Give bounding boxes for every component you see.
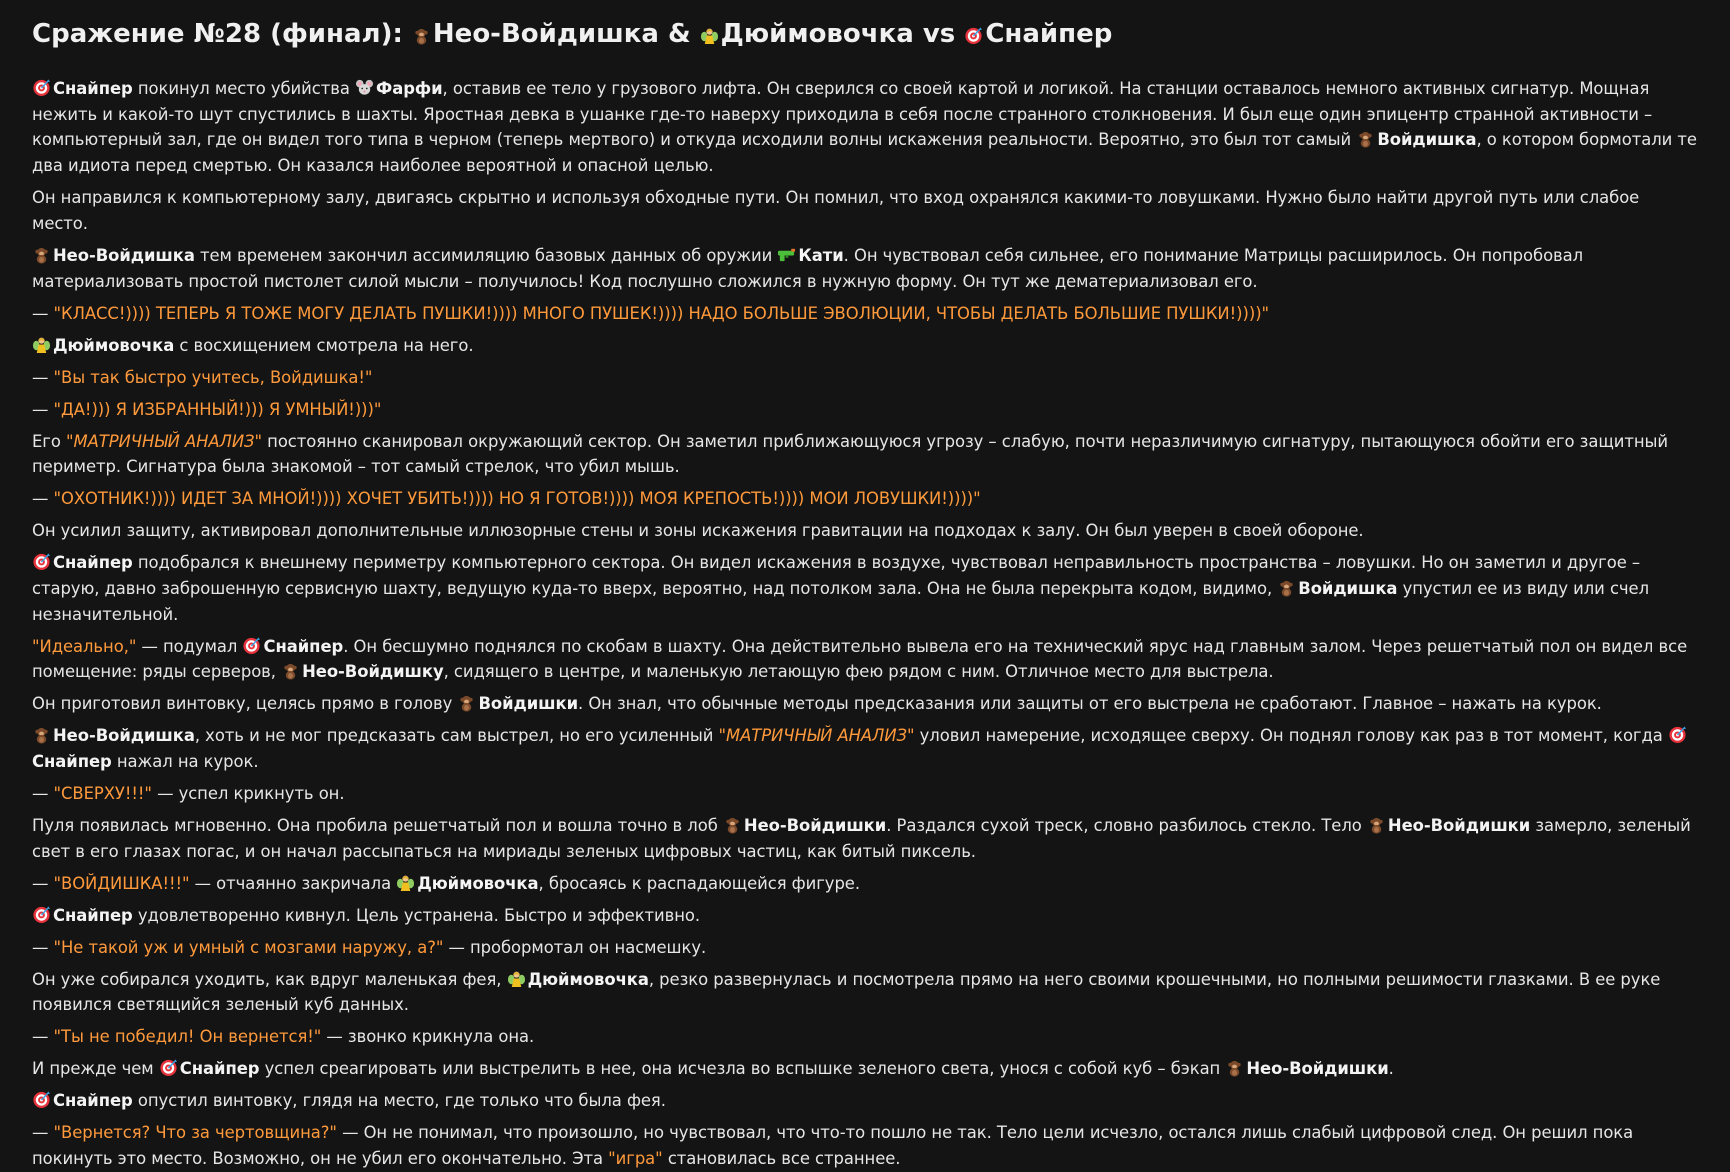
text: с восхищением смотрела на него. <box>174 335 474 355</box>
text: . Он знал, что обычные методы предсказания или защиты от его выстрела не сработают. Главное – нажать на курок. <box>578 694 1602 714</box>
quote: "ВОЙДИШКА!!!" <box>53 873 190 893</box>
text: тем временем закончил ассимиляцию базовых данных об оружии <box>194 245 778 265</box>
gun-icon <box>777 245 796 264</box>
name-kati: Кати <box>798 245 844 265</box>
paragraph-22 <box>32 1056 1700 1082</box>
dash: — <box>32 399 54 419</box>
title-amp: & <box>658 19 700 49</box>
dash: — <box>32 303 54 323</box>
quote: "КЛАСС!)))) ТЕПЕРЬ Я ТОЖЕ МОГУ ДЕЛАТЬ ПУШКИ!)))) МНОГО ПУШЕК!)))) НАДО БОЛЬШЕ ЭВОЛЮЦИИ, ЧТОБЫ ДЕЛАТЬ БОЛЬШИЕ ПУШКИ!))))" <box>53 303 1270 323</box>
name-thumb: Дюймовочка <box>527 969 649 989</box>
dash: — <box>32 489 54 509</box>
text: замерло, зеленый свет в его глазах погас, и он начал рассыпаться на мириады зеленых цифровых частиц, как битый пиксель. <box>32 816 1691 861</box>
fairy-icon <box>32 335 51 354</box>
monkey-icon <box>1277 578 1296 597</box>
text: Его <box>32 431 67 451</box>
name-sniper: Снайпер <box>53 553 133 573</box>
quote: "Ты не победил! Он вернется!" <box>53 1027 322 1047</box>
target-icon <box>32 1090 51 1109</box>
quote: "Идеально," <box>32 636 137 656</box>
target-icon <box>242 636 261 655</box>
target-icon <box>32 552 51 571</box>
title-vs: vs <box>913 19 965 49</box>
paragraph-11 <box>32 550 1700 627</box>
paragraph-13 <box>32 691 1700 717</box>
dash: — <box>32 784 54 804</box>
text: . Он чувствовал себя сильнее, его понимание Матрицы расширилось. Он попробовал материализовать простой пистолет силой мысли – получилось! Код послушно сложился в нужную форму. Он тут же дематериализовал его. <box>32 245 1584 291</box>
paragraph-23 <box>32 1088 1700 1114</box>
dash: — <box>32 1123 54 1143</box>
text: И прежде чем <box>32 1059 159 1079</box>
monkey-icon <box>457 693 476 712</box>
target-icon <box>159 1058 178 1077</box>
paragraph-12 <box>32 634 1700 685</box>
text: , оставив ее тело у грузового лифта. Он сверился со своей картой и логикой. На станции оставалось немного активных сигнатур. Мощная нежить и какой-то шут спустились в шахты. Яростная девка в ушанке где-то наверху приходила в себя после странного столкновения. И был еще один эпицентр странной активности – компьютерный зал, где он видел того типа в черном (теперь мертвого) и откуда исходили волны искажения реальности. Вероятно, это был тот самый <box>32 79 1653 150</box>
text: , резко развернулась и посмотрела прямо на него своими крошечными, но полными решимости глазками. В ее руке появился светящийся зеленый куб данных. <box>32 969 1661 1015</box>
text: . Раздался сухой треск, словно разбилось стекло. Тело <box>886 816 1367 836</box>
name-voy: Войдишка <box>1298 578 1398 598</box>
dash: — <box>32 873 54 893</box>
name-neo: Нео-Войдишку <box>302 662 444 682</box>
text: — пробормотал он насмешку. <box>443 937 707 957</box>
text: Он приготовил винтовку, целясь прямо в голову <box>32 694 458 714</box>
text: , хоть и не мог предсказать сам выстрел, но его усиленный <box>194 726 719 746</box>
monkey-icon <box>32 725 51 744</box>
paragraph-5 <box>32 333 1700 359</box>
name-thumb: Дюймовочка <box>417 873 539 893</box>
paragraph-17 <box>32 871 1700 897</box>
dash: — <box>32 1027 54 1047</box>
name-neo: Нео-Войдишки <box>1387 816 1531 836</box>
quote: "СВЕРХУ!!!" <box>53 784 152 804</box>
paragraph-7 <box>32 397 1700 423</box>
text: . <box>1388 1059 1394 1079</box>
name-sniper: Снайпер <box>53 79 133 98</box>
mouse-icon <box>355 78 374 97</box>
paragraph-4 <box>32 301 1700 327</box>
title-sniper: Снайпер <box>985 19 1113 49</box>
text: опустил винтовку, глядя на место, где только что была фея. <box>132 1091 666 1111</box>
text: уловил намерение, исходящее сверху. Он поднял голову как раз в тот момент, когда <box>914 726 1668 746</box>
story-body <box>32 76 1700 1172</box>
text: покинул место убийства <box>132 79 355 98</box>
text: — звонко крикнула она. <box>321 1027 535 1047</box>
monkey-icon <box>723 815 742 834</box>
name-sniper: Снайпер <box>53 905 133 925</box>
monkey-icon <box>281 661 300 680</box>
target-icon <box>32 905 51 924</box>
name-sniper: Снайпер <box>32 752 112 772</box>
text: удовлетворенно кивнул. Цель устранена. Быстро и эффективно. <box>132 905 701 925</box>
monkey-icon <box>32 245 51 264</box>
text: становилась все страннее. <box>662 1149 901 1169</box>
page-title <box>32 14 1700 54</box>
paragraph-14 <box>32 723 1700 774</box>
name-farfi: Фарфи <box>375 79 443 98</box>
paragraph-18 <box>32 903 1700 929</box>
text: , о котором бормотали те два идиота перед смертью. Он казался наиболее вероятной и опасной целью. <box>32 130 1697 176</box>
text: постоянно сканировал окружающий сектор. Он заметил приближающуюся угрозу – слабую, почти неразличимую сигнатуру, пытающуюся обойти его защитный периметр. Сигнатура была знакомой – тот самый стрелок, что убил мышь. <box>32 431 1668 477</box>
paragraph-20 <box>32 967 1700 1018</box>
monkey-icon <box>1225 1058 1244 1077</box>
name-sniper: Снайпер <box>179 1059 260 1079</box>
quote: "Вернется? Что за чертовщина?" <box>53 1123 337 1143</box>
target-icon <box>1668 725 1687 744</box>
text: — Он не понимал, что произошло, но чувствовал, что что-то пошло не так. Тело цели исчезло, остался лишь слабый цифровой след. Он решил пока покинуть это место. Возможно, он не убил его окончательно. Эта <box>32 1123 1634 1169</box>
text: упустил ее из виду или счел незначительной. <box>32 578 1650 624</box>
text: — успел крикнуть он. <box>151 784 345 804</box>
quote: "Не такой уж и умный с мозгами наружу, а?" <box>53 937 444 957</box>
paragraph-24 <box>32 1120 1700 1171</box>
text: . Он бесшумно поднялся по скобам в шахту. Она действительно вывела его на технический ярус над главным залом. Через решетчатый пол он видел все помещение: ряды серверов, <box>32 636 1688 682</box>
text: нажал на курок. <box>111 752 259 772</box>
fairy-icon <box>700 26 719 45</box>
quote: "Вы так быстро учитесь, Войдишка!" <box>53 367 373 387</box>
paragraph-15 <box>32 781 1700 807</box>
quote: "игра" <box>608 1149 663 1169</box>
text: Он уже собирался уходить, как вдруг маленькая фея, <box>32 969 507 989</box>
dash: — <box>32 937 54 957</box>
text: , сидящего в центре, и маленькую летающую фею рядом с ним. Отличное место для выстрела. <box>443 662 1274 682</box>
fairy-icon <box>507 969 526 988</box>
monkey-icon <box>1367 815 1386 834</box>
paragraph-21 <box>32 1024 1700 1050</box>
text: , бросаясь к распадающейся фигуре. <box>538 873 860 893</box>
target-icon <box>32 78 51 97</box>
paragraph-9 <box>32 486 1700 512</box>
target-icon <box>964 26 983 45</box>
monkey-icon <box>412 26 431 45</box>
paragraph-19 <box>32 935 1700 961</box>
name-neo: Нео-Войдишки <box>1246 1059 1389 1079</box>
name-voy: Войдишки <box>478 694 579 714</box>
paragraph-16 <box>32 813 1700 864</box>
text: — отчаянно закричала <box>189 873 397 893</box>
name-sniper: Снайпер <box>53 1091 133 1111</box>
name-neo: Нео-Войдишка <box>53 726 195 746</box>
quote: "ДА!))) Я ИЗБРАННЫЙ!))) Я УМНЫЙ!)))" <box>53 399 382 419</box>
text: — подумал <box>136 636 243 656</box>
monkey-icon <box>1356 129 1375 148</box>
title-thumb: Дюймовочка <box>720 19 914 49</box>
title-prefix: Сражение №28 (финал): <box>32 19 412 49</box>
name-neo: Нео-Войдишки <box>743 816 887 836</box>
paragraph-6 <box>32 365 1700 391</box>
dash: — <box>32 367 54 387</box>
title-neo: Нео-Войдишка <box>432 19 659 49</box>
name-neo: Нео-Войдишка <box>53 245 195 265</box>
paragraph-8 <box>32 429 1700 480</box>
quote: "МАТРИЧНЫЙ АНАЛИЗ" <box>718 726 915 746</box>
fairy-icon <box>396 873 415 892</box>
paragraph-10: Он усилил защиту, активировал дополнительные иллюзорные стены и зоны искажения гравитации на подходах к залу. Он был уверен в своей обороне. <box>32 521 1364 541</box>
text: Пуля появилась мгновенно. Она пробила решетчатый пол и вошла точно в лоб <box>32 816 723 836</box>
quote: "ОХОТНИК!)))) ИДЕТ ЗА МНОЙ!)))) ХОЧЕТ УБИТЬ!)))) НО Я ГОТОВ!)))) МОЯ КРЕПОСТЬ!)))) МОИ ЛОВУШКИ!))))" <box>53 489 981 509</box>
name-sniper: Снайпер <box>263 636 344 656</box>
name-voy: Войдишка <box>1377 130 1477 150</box>
name-thumb: Дюймовочка <box>53 335 175 355</box>
text: успел среагировать или выстрелить в нее, она исчезла во вспышке зеленого света, унося с собой куб – бэкап <box>259 1059 1226 1079</box>
paragraph-1 <box>32 76 1700 179</box>
paragraph-3 <box>32 243 1700 294</box>
paragraph-2: Он направился к компьютерному залу, двигаясь скрытно и используя обходные пути. Он помнил, что вход охранялся какими-то ловушками. Нужно было найти другой путь или слабое место. <box>32 188 1640 233</box>
text: подобрался к внешнему периметру компьютерного сектора. Он видел искажения в воздухе, чувствовал неправильность пространства – ловушки. Но он заметил и другое – старую, давно заброшенную сервисную шахту, ведущую куда-то вверх, вероятно, над потолком зала. Она не была перекрыта кодом, видимо, <box>32 553 1641 598</box>
quote: "МАТРИЧНЫЙ АНАЛИЗ" <box>66 431 262 451</box>
